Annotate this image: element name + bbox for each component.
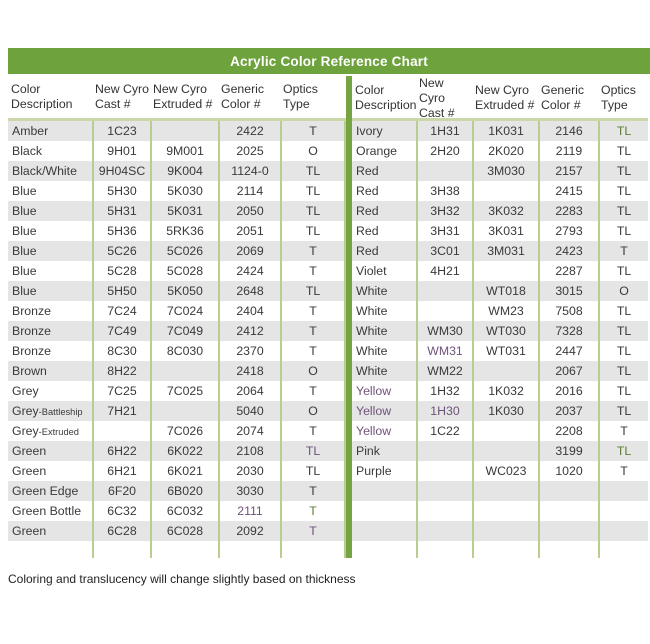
cast-number-cell: 6C28 bbox=[92, 521, 150, 541]
cast-number-cell: 1C23 bbox=[92, 121, 150, 141]
optics-type-cell: TL bbox=[598, 221, 648, 241]
extruded-number-cell: 1K031 bbox=[472, 121, 538, 141]
optics-type-cell: T bbox=[280, 261, 346, 281]
generic-color-cell: 2447 bbox=[538, 341, 598, 361]
extruded-number-cell: 5RK36 bbox=[150, 221, 218, 241]
cast-number-cell bbox=[416, 441, 472, 461]
optics-type-cell: O bbox=[598, 281, 648, 301]
extruded-number-cell: 7C025 bbox=[150, 381, 218, 401]
optics-type-cell: TL bbox=[280, 441, 346, 461]
generic-color-cell: 2114 bbox=[218, 181, 280, 201]
generic-color-cell: 2422 bbox=[218, 121, 280, 141]
generic-color-cell: 2418 bbox=[218, 361, 280, 381]
extruded-number-cell: 3M030 bbox=[472, 161, 538, 181]
cast-number-cell: 5H31 bbox=[92, 201, 150, 221]
extruded-number-cell: 5C026 bbox=[150, 241, 218, 261]
table-row bbox=[352, 461, 648, 481]
header-optics-type: Optics Type bbox=[601, 83, 636, 113]
generic-color-cell: 2287 bbox=[538, 261, 598, 281]
separator-tail bbox=[8, 541, 92, 558]
optics-type-cell: O bbox=[280, 141, 346, 161]
optics-type-cell: TL bbox=[280, 221, 346, 241]
extruded-number-cell: 3K031 bbox=[472, 221, 538, 241]
color-description-cell: Blue bbox=[12, 264, 37, 278]
generic-color-cell: 3015 bbox=[538, 281, 598, 301]
table-row bbox=[352, 421, 648, 441]
extruded-number-cell: 8C030 bbox=[150, 341, 218, 361]
optics-type-cell: TL bbox=[598, 381, 648, 401]
color-description-cell: Ivory bbox=[356, 124, 383, 138]
extruded-number-cell: 6K022 bbox=[150, 441, 218, 461]
table-row bbox=[352, 141, 648, 161]
generic-color-cell: 2119 bbox=[538, 141, 598, 161]
tables-container bbox=[8, 76, 648, 558]
optics-type-cell: T bbox=[280, 121, 346, 141]
table-row bbox=[8, 361, 346, 381]
table-row bbox=[8, 441, 346, 461]
cast-number-cell: 5H30 bbox=[92, 181, 150, 201]
right-table bbox=[352, 76, 648, 558]
generic-color-cell: 7508 bbox=[538, 301, 598, 321]
generic-color-cell: 2067 bbox=[538, 361, 598, 381]
header-new-cyro-cast: New Cyro Cast # bbox=[95, 82, 149, 111]
separator-tail bbox=[538, 541, 598, 558]
separator-tail-row bbox=[352, 541, 648, 558]
table-row bbox=[352, 401, 648, 421]
table-row bbox=[352, 521, 648, 541]
optics-type-cell: TL bbox=[598, 201, 648, 221]
left-table bbox=[8, 76, 346, 558]
color-description-cell bbox=[352, 481, 416, 501]
header-new-cyro-cast: New Cyro Cast # bbox=[419, 76, 455, 120]
generic-color-cell: 2037 bbox=[538, 401, 598, 421]
generic-color-cell: 2404 bbox=[218, 301, 280, 321]
generic-color-cell bbox=[538, 481, 598, 501]
color-description-cell: Blue bbox=[12, 204, 37, 218]
color-description-cell: White bbox=[356, 284, 388, 298]
generic-color-cell: 5040 bbox=[218, 401, 280, 421]
generic-color-cell: 2069 bbox=[218, 241, 280, 261]
color-description-cell: Bronze bbox=[12, 324, 51, 338]
cast-number-cell: 7C49 bbox=[92, 321, 150, 341]
extruded-number-cell: 6B020 bbox=[150, 481, 218, 501]
optics-type-cell: T bbox=[598, 241, 648, 261]
extruded-number-cell bbox=[472, 421, 538, 441]
color-description-cell: Black/White bbox=[12, 164, 77, 178]
color-description-cell: Blue bbox=[12, 224, 37, 238]
cast-number-cell: 3H31 bbox=[416, 221, 472, 241]
generic-color-cell: 1020 bbox=[538, 461, 598, 481]
optics-type-cell: TL bbox=[598, 361, 648, 381]
optics-type-cell: T bbox=[280, 321, 346, 341]
cast-number-cell: 5C28 bbox=[92, 261, 150, 281]
generic-color-cell: 2025 bbox=[218, 141, 280, 161]
extruded-number-cell bbox=[150, 121, 218, 141]
color-description-cell: White bbox=[356, 324, 388, 338]
cast-number-cell: WM30 bbox=[416, 321, 472, 341]
table-row bbox=[352, 221, 648, 241]
extruded-number-cell: 9M001 bbox=[150, 141, 218, 161]
table-row bbox=[8, 261, 346, 281]
separator-tail bbox=[416, 541, 472, 558]
extruded-number-cell: 1K030 bbox=[472, 401, 538, 421]
table-row bbox=[352, 321, 648, 341]
generic-color-cell: 2415 bbox=[538, 181, 598, 201]
color-description-cell: Yellow bbox=[356, 424, 392, 438]
generic-color-cell: 3199 bbox=[538, 441, 598, 461]
optics-type-cell: TL bbox=[598, 121, 648, 141]
table-row bbox=[352, 381, 648, 401]
cast-number-cell: 1H31 bbox=[416, 121, 472, 141]
optics-type-cell: TL bbox=[280, 161, 346, 181]
cast-number-cell bbox=[416, 481, 472, 501]
table-row bbox=[8, 201, 346, 221]
generic-color-cell: 2146 bbox=[538, 121, 598, 141]
extruded-number-cell: 5K050 bbox=[150, 281, 218, 301]
table-row bbox=[352, 161, 648, 181]
table-row bbox=[352, 301, 648, 321]
page-title: Acrylic Color Reference Chart bbox=[230, 53, 428, 69]
optics-type-cell: T bbox=[280, 421, 346, 441]
table-row bbox=[8, 241, 346, 261]
generic-color-cell: 2030 bbox=[218, 461, 280, 481]
separator-tail-row bbox=[8, 541, 346, 558]
generic-color-cell: 2648 bbox=[218, 281, 280, 301]
separator-tail bbox=[92, 541, 150, 558]
cast-number-cell: 6F20 bbox=[92, 481, 150, 501]
cast-number-cell: 3H32 bbox=[416, 201, 472, 221]
optics-type-cell: T bbox=[280, 341, 346, 361]
extruded-number-cell: 5K031 bbox=[150, 201, 218, 221]
optics-type-cell: T bbox=[280, 521, 346, 541]
optics-type-cell: TL bbox=[598, 301, 648, 321]
color-description-cell: Bronze bbox=[12, 304, 51, 318]
color-description-cell: Yellow bbox=[356, 404, 392, 418]
extruded-number-cell: WM23 bbox=[472, 301, 538, 321]
generic-color-cell: 2074 bbox=[218, 421, 280, 441]
generic-color-cell: 2157 bbox=[538, 161, 598, 181]
generic-color-cell: 1124-0 bbox=[218, 161, 280, 181]
optics-type-cell: T bbox=[280, 501, 346, 521]
left-table-body bbox=[8, 121, 346, 558]
color-description-cell: Amber bbox=[12, 124, 49, 138]
generic-color-cell: 2051 bbox=[218, 221, 280, 241]
extruded-number-cell: WT031 bbox=[472, 341, 538, 361]
color-description-cell: Grey -Extruded bbox=[12, 424, 79, 438]
optics-type-cell: TL bbox=[598, 341, 648, 361]
table-row bbox=[8, 461, 346, 481]
left-table-header bbox=[8, 76, 346, 121]
extruded-number-cell: 7C026 bbox=[150, 421, 218, 441]
optics-type-cell: TL bbox=[598, 261, 648, 281]
extruded-number-cell: 3K032 bbox=[472, 201, 538, 221]
table-row bbox=[8, 221, 346, 241]
table-row bbox=[352, 201, 648, 221]
generic-color-cell: 2412 bbox=[218, 321, 280, 341]
cast-number-cell: 5C26 bbox=[92, 241, 150, 261]
right-table-body bbox=[352, 121, 648, 558]
cast-number-cell: 6C32 bbox=[92, 501, 150, 521]
cast-number-cell: 7C24 bbox=[92, 301, 150, 321]
optics-type-cell: TL bbox=[280, 201, 346, 221]
extruded-number-cell bbox=[472, 261, 538, 281]
cast-number-cell: 5H50 bbox=[92, 281, 150, 301]
cast-number-cell: WM31 bbox=[416, 341, 472, 361]
right-table-header bbox=[352, 76, 648, 121]
table-row bbox=[8, 341, 346, 361]
cast-number-cell: WM22 bbox=[416, 361, 472, 381]
color-description-cell: White bbox=[356, 304, 388, 318]
color-description-cell: White bbox=[356, 344, 388, 358]
cast-number-cell: 3H38 bbox=[416, 181, 472, 201]
color-description-cell bbox=[352, 501, 416, 521]
header-optics-type: Optics Type bbox=[283, 82, 318, 111]
cast-number-cell bbox=[416, 161, 472, 181]
table-row bbox=[8, 481, 346, 501]
header-new-cyro-extruded: New Cyro Extruded # bbox=[153, 82, 213, 111]
table-row bbox=[352, 341, 648, 361]
table-row bbox=[352, 481, 648, 501]
extruded-number-cell: WC023 bbox=[472, 461, 538, 481]
cast-number-cell: 9H04SC bbox=[92, 161, 150, 181]
color-description-cell: Grey -Battleship bbox=[12, 404, 83, 418]
color-description-cell: Green bbox=[12, 464, 47, 478]
cast-number-cell: 5H36 bbox=[92, 221, 150, 241]
optics-type-cell: TL bbox=[598, 401, 648, 421]
optics-type-cell: T bbox=[280, 301, 346, 321]
table-row bbox=[8, 161, 346, 181]
color-description-cell: Blue bbox=[12, 184, 37, 198]
extruded-number-cell: 3M031 bbox=[472, 241, 538, 261]
cast-number-cell: 1C22 bbox=[416, 421, 472, 441]
cast-number-cell bbox=[416, 521, 472, 541]
cast-number-cell bbox=[416, 461, 472, 481]
cast-number-cell: 4H21 bbox=[416, 261, 472, 281]
extruded-number-cell: 6C028 bbox=[150, 521, 218, 541]
table-row bbox=[8, 421, 346, 441]
extruded-number-cell: 6C032 bbox=[150, 501, 218, 521]
color-description-cell: Red bbox=[356, 204, 379, 218]
optics-type-cell: O bbox=[280, 401, 346, 421]
cast-number-cell: 7H21 bbox=[92, 401, 150, 421]
table-row bbox=[352, 501, 648, 521]
optics-type-cell: TL bbox=[280, 281, 346, 301]
chart-title-bar bbox=[8, 48, 650, 74]
color-description-cell: Grey bbox=[12, 384, 39, 398]
color-description-cell: Blue bbox=[12, 284, 37, 298]
extruded-number-cell bbox=[150, 401, 218, 421]
separator-tail bbox=[280, 541, 346, 558]
extruded-number-cell: WT018 bbox=[472, 281, 538, 301]
generic-color-cell: 2423 bbox=[538, 241, 598, 261]
optics-type-cell bbox=[598, 501, 648, 521]
generic-color-cell: 2064 bbox=[218, 381, 280, 401]
separator-tail bbox=[598, 541, 648, 558]
extruded-number-cell bbox=[472, 521, 538, 541]
table-row bbox=[8, 381, 346, 401]
table-row bbox=[8, 301, 346, 321]
optics-type-cell: TL bbox=[598, 321, 648, 341]
separator-tail bbox=[472, 541, 538, 558]
cast-number-cell: 2H20 bbox=[416, 141, 472, 161]
extruded-number-cell: 1K032 bbox=[472, 381, 538, 401]
table-row bbox=[352, 281, 648, 301]
generic-color-cell: 3030 bbox=[218, 481, 280, 501]
color-description-cell: Black bbox=[12, 144, 43, 158]
table-row bbox=[8, 401, 346, 421]
optics-type-cell: T bbox=[598, 461, 648, 481]
generic-color-cell: 2050 bbox=[218, 201, 280, 221]
extruded-number-cell bbox=[150, 361, 218, 381]
header-color-description: Color Description bbox=[11, 82, 73, 111]
color-description-cell: Red bbox=[356, 224, 379, 238]
cast-number-cell: 9H01 bbox=[92, 141, 150, 161]
header-new-cyro-extruded: New Cyro Extruded # bbox=[475, 83, 535, 113]
extruded-number-cell: 7C024 bbox=[150, 301, 218, 321]
table-row bbox=[8, 181, 346, 201]
table-row bbox=[8, 501, 346, 521]
table-row bbox=[352, 361, 648, 381]
color-description-cell: Red bbox=[356, 164, 379, 178]
extruded-number-cell bbox=[472, 441, 538, 461]
generic-color-cell: 2424 bbox=[218, 261, 280, 281]
cast-number-cell bbox=[416, 281, 472, 301]
optics-type-cell: TL bbox=[598, 441, 648, 461]
extruded-number-cell bbox=[472, 361, 538, 381]
optics-type-cell: T bbox=[280, 381, 346, 401]
color-description-cell: Orange bbox=[356, 144, 398, 158]
optics-type-cell: T bbox=[280, 241, 346, 261]
optics-type-cell: TL bbox=[280, 181, 346, 201]
table-row bbox=[8, 121, 346, 141]
optics-type-cell: TL bbox=[280, 461, 346, 481]
cast-number-cell bbox=[92, 421, 150, 441]
generic-color-cell bbox=[538, 521, 598, 541]
header-color-description: Color Description bbox=[355, 83, 417, 113]
cast-number-cell: 6H22 bbox=[92, 441, 150, 461]
separator-tail bbox=[352, 541, 416, 558]
cast-number-cell: 1H32 bbox=[416, 381, 472, 401]
table-row bbox=[352, 121, 648, 141]
optics-type-cell bbox=[598, 521, 648, 541]
cast-number-cell bbox=[416, 301, 472, 321]
generic-color-cell: 2283 bbox=[538, 201, 598, 221]
table-row bbox=[352, 181, 648, 201]
color-description-cell: Red bbox=[356, 184, 379, 198]
cast-number-cell: 8C30 bbox=[92, 341, 150, 361]
color-description-cell: Pink bbox=[356, 444, 380, 458]
extruded-number-cell: 2K020 bbox=[472, 141, 538, 161]
cast-number-cell: 3C01 bbox=[416, 241, 472, 261]
generic-color-cell: 2208 bbox=[538, 421, 598, 441]
extruded-number-cell: 7C049 bbox=[150, 321, 218, 341]
color-description-cell: White bbox=[356, 364, 388, 378]
color-description-cell: Green Bottle bbox=[12, 504, 82, 518]
extruded-number-cell: 6K021 bbox=[150, 461, 218, 481]
table-row bbox=[352, 441, 648, 461]
optics-type-cell: TL bbox=[598, 181, 648, 201]
cast-number-cell: 1H30 bbox=[416, 401, 472, 421]
color-description-cell: Violet bbox=[356, 264, 387, 278]
footnote: Coloring and translucency will change slightly based on thickness bbox=[8, 572, 356, 586]
color-description-cell: Brown bbox=[12, 364, 47, 378]
header-generic-color: Generic Color # bbox=[541, 83, 585, 113]
generic-color-cell bbox=[538, 501, 598, 521]
cast-number-cell: 6H21 bbox=[92, 461, 150, 481]
extruded-number-cell: 5K030 bbox=[150, 181, 218, 201]
table-row bbox=[8, 281, 346, 301]
optics-type-cell: TL bbox=[598, 141, 648, 161]
optics-type-cell: O bbox=[280, 361, 346, 381]
separator-tail bbox=[218, 541, 280, 558]
color-description-cell: Bronze bbox=[12, 344, 51, 358]
color-description-cell: Blue bbox=[12, 244, 37, 258]
extruded-number-cell: WT030 bbox=[472, 321, 538, 341]
optics-type-cell: TL bbox=[598, 161, 648, 181]
generic-color-cell: 2092 bbox=[218, 521, 280, 541]
generic-color-cell: 2108 bbox=[218, 441, 280, 461]
extruded-number-cell: 5C028 bbox=[150, 261, 218, 281]
extruded-number-cell bbox=[472, 501, 538, 521]
generic-color-cell: 2111 bbox=[218, 501, 280, 521]
cast-number-cell: 7C25 bbox=[92, 381, 150, 401]
color-description-cell: Red bbox=[356, 244, 379, 258]
table-row bbox=[8, 321, 346, 341]
color-description-cell: Green bbox=[12, 524, 47, 538]
generic-color-cell: 2016 bbox=[538, 381, 598, 401]
generic-color-cell: 7328 bbox=[538, 321, 598, 341]
color-description-cell: Purple bbox=[356, 464, 392, 478]
optics-type-cell: T bbox=[280, 481, 346, 501]
optics-type-cell: T bbox=[598, 421, 648, 441]
extruded-number-cell bbox=[472, 181, 538, 201]
cast-number-cell bbox=[416, 501, 472, 521]
color-description-cell bbox=[352, 521, 416, 541]
generic-color-cell: 2370 bbox=[218, 341, 280, 361]
generic-color-cell: 2793 bbox=[538, 221, 598, 241]
header-generic-color: Generic Color # bbox=[221, 82, 265, 111]
table-row bbox=[352, 261, 648, 281]
extruded-number-cell: 9K004 bbox=[150, 161, 218, 181]
table-row bbox=[352, 241, 648, 261]
optics-type-cell bbox=[598, 481, 648, 501]
color-description-cell: Green Edge bbox=[12, 484, 79, 498]
color-description-cell: Yellow bbox=[356, 384, 392, 398]
color-description-cell: Green bbox=[12, 444, 47, 458]
table-row bbox=[8, 521, 346, 541]
extruded-number-cell bbox=[472, 481, 538, 501]
cast-number-cell: 8H22 bbox=[92, 361, 150, 381]
table-row bbox=[8, 141, 346, 161]
separator-tail bbox=[150, 541, 218, 558]
